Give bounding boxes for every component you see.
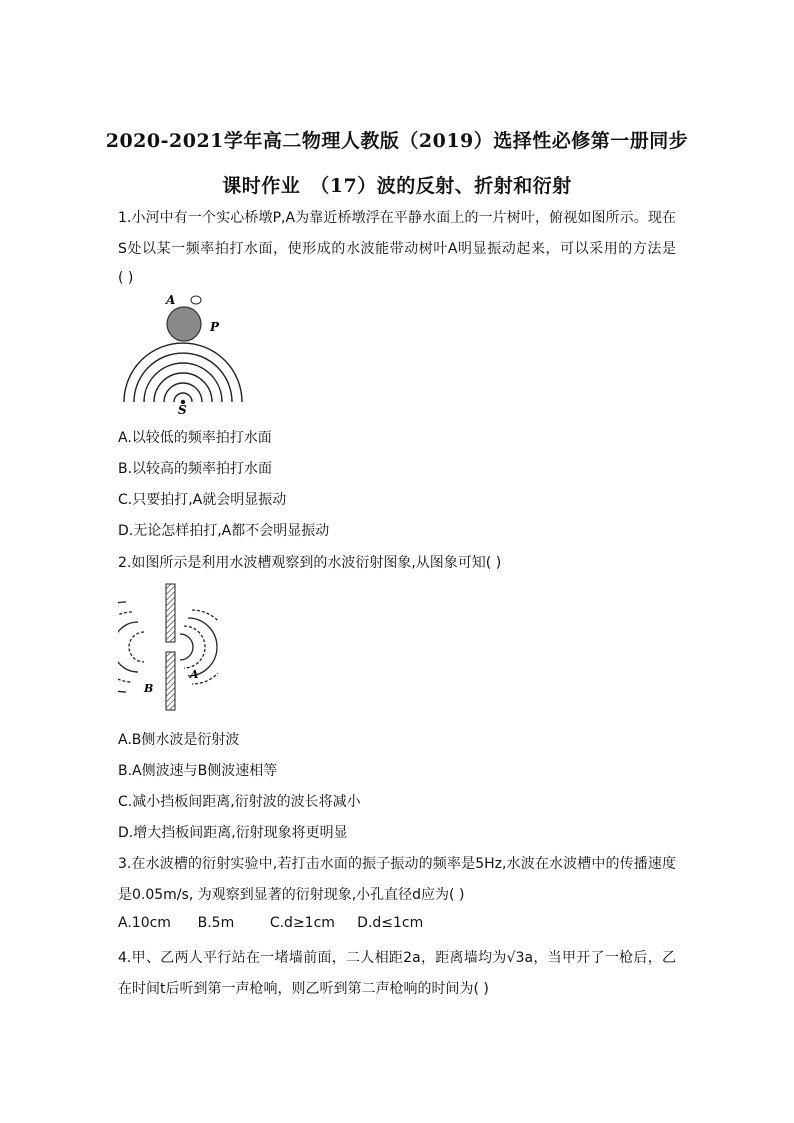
leaf-icon xyxy=(191,296,201,304)
incident-waves xyxy=(118,602,144,692)
q2-text-line1: 2.如图所示是利用水波槽观察到的水波衍射图象,从图象可知( ) xyxy=(118,555,502,571)
wave-arcs xyxy=(124,343,242,402)
q1-text-line1: 1.小河中有一个实心桥墩P,A为靠近桥墩浮在平静水面上的一片树叶，俯视如图所示。现在 xyxy=(118,210,676,226)
q1-text-line2: S处以某一频率拍打水面，使形成的水波能带动树叶A明显振动起来，可以采用的方法是 xyxy=(118,241,676,257)
label-a: A xyxy=(190,668,199,681)
label-b: B xyxy=(144,682,154,695)
worksheet-title-line1: 2020-2021学年高二物理人教版（2019）选择性必修第一册同步 xyxy=(105,130,689,152)
q1-option-b: B.以较高的频率拍打水面 xyxy=(118,461,273,477)
worksheet-title-line2: 课时作业 （17）波的反射、折射和衍射 xyxy=(222,175,572,197)
q3-text-line1: 3.在水波槽的衍射实验中,若打击水面的振子振动的频率是5Hz,水波在水波槽中的传播速度 xyxy=(118,856,676,872)
q2-option-c: C.减小挡板间距离,衍射波的波长将减小 xyxy=(118,794,361,810)
q2-option-a: A.B侧水波是衍射波 xyxy=(118,732,240,748)
q4-text-line1: 4.甲、乙两人平行站在一堵墙前面，二人相距2a，距离墙均为√3a，当甲开了一枪后，乙 xyxy=(118,950,676,966)
q3-text-line2: 是0.05m/s, 为观察到显著的衍射现象,小孔直径d应为( ) xyxy=(118,887,465,903)
q1-figure xyxy=(118,290,248,418)
q1-option-a: A.以较低的频率拍打水面 xyxy=(118,430,272,446)
q1-text-line3: ( ) xyxy=(118,270,134,286)
diffracted-waves xyxy=(180,610,218,684)
q1-option-d: D.无论怎样拍打,A都不会明显振动 xyxy=(118,523,330,539)
label-p: P xyxy=(210,320,220,334)
barrier-top xyxy=(166,584,175,642)
q4-text-line2: 在时间t后听到第一声枪响，则乙听到第二声枪响的时间为( ) xyxy=(118,981,489,997)
q2-option-d: D.增大挡板间距离,衍射现象将更明显 xyxy=(118,825,348,841)
q1-option-c: C.只要拍打,A就会明显振动 xyxy=(118,492,287,508)
q2-option-b: B.A侧波速与B侧波速相等 xyxy=(118,763,278,779)
label-s: S xyxy=(178,403,187,417)
q3-options: A.10cm B.5m C.d≥1cm D.d≤1cm xyxy=(118,915,424,931)
pier-circle xyxy=(167,307,201,341)
barrier-bottom xyxy=(166,652,175,710)
q2-figure xyxy=(118,580,218,714)
label-a: A xyxy=(166,293,176,307)
